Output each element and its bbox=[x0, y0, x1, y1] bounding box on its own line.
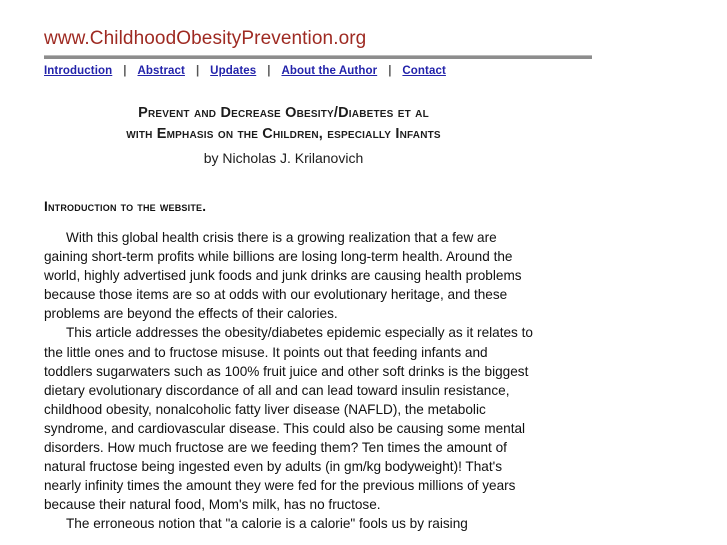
section-heading-introduction: Introduction to the website. bbox=[44, 199, 207, 214]
article-title-line-2: with Emphasis on the Children, especially Infants bbox=[126, 126, 441, 142]
article-title-block bbox=[0, 103, 727, 168]
header-divider bbox=[44, 55, 592, 59]
nav-separator: | bbox=[123, 65, 127, 77]
article-byline: by Nicholas J. Krilanovich bbox=[203, 150, 364, 166]
site-header bbox=[0, 0, 727, 77]
paragraph: This article addresses the obesity/diabetes epidemic especially as it relates to the little ones and to fructose misuse. It points out that feeding infants and toddlers sugarwaters such as 100% fruit juice and other soft drinks is the biggest dietary evolutionary discordance of all and can lead toward insulin resistance, childhood obesity, nonalcoholic fatty liver disease (NAFLD), the metabolic syndrome, and cardiovascular disease. This could also be causing some mental disorders. How much fructose are we feeding them? Ten times the amount of natural fructose being ingested even by adults (in gm/kg bodyweight)! That's nearly infinity times the amount they were fed for the previous millions of years because their natural food, Mom's milk, has no fructose. bbox=[44, 325, 533, 513]
paragraph: The erroneous notion that "a calorie is a calorie" fools us by raising bbox=[66, 516, 468, 532]
nav-item-updates[interactable]: Updates bbox=[210, 65, 257, 77]
nav-separator: | bbox=[195, 65, 200, 77]
site-title: www.ChildhoodObesityPrevention.org bbox=[44, 28, 367, 49]
nav-item-abstract[interactable]: Abstract bbox=[137, 65, 185, 77]
nav-separator: | bbox=[267, 65, 271, 77]
nav-item-contact[interactable]: Contact bbox=[402, 65, 446, 77]
nav-separator: | bbox=[388, 65, 392, 77]
main-navigation bbox=[44, 65, 727, 77]
nav-item-introduction[interactable]: Introduction bbox=[44, 65, 113, 77]
article-title-line-1: Prevent and Decrease Obesity/Diabetes et al bbox=[138, 105, 429, 121]
paragraph: With this global health crisis there is a growing realization that a few are gaining short-term profits while billions are losing long-term health. Around the world, highly advertised junk foods and junk drinks are causing health problems because those items are so at odds with our evolutionary heritage, and these problems are beyond the effects of their calories. bbox=[44, 230, 522, 322]
article-body bbox=[0, 199, 544, 534]
nav-item-about-the-author[interactable]: About the Author bbox=[281, 65, 378, 77]
